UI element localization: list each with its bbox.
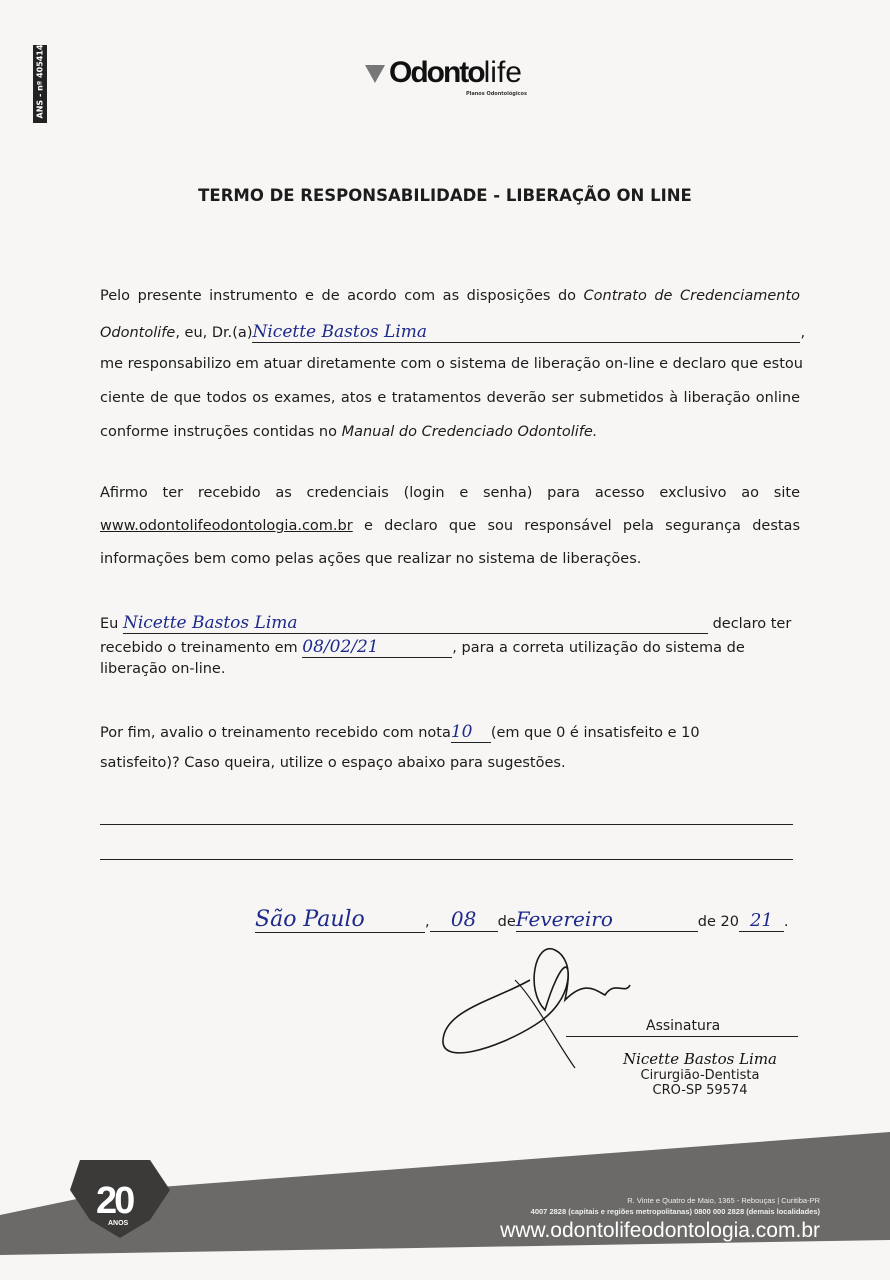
p3-line2 bbox=[100, 637, 800, 658]
text: de bbox=[497, 914, 516, 930]
footer-website[interactable]: www.odontolifeodontologia.com.br bbox=[500, 1219, 820, 1242]
p1-line4: ciente de que todos os exames, atos e tratamentos deverão ser submetidos à liberação online bbox=[100, 390, 800, 406]
p2-line1: Afirmo ter recebido as credenciais (login e senha) para acesso exclusivo ao site bbox=[100, 485, 800, 501]
trainee-name-field[interactable] bbox=[123, 613, 708, 634]
handwritten-signature bbox=[435, 940, 645, 1070]
p3-line1 bbox=[100, 613, 795, 634]
stamp-cro: CRO-SP 59574 bbox=[652, 1083, 748, 1098]
badge-number: 20 bbox=[96, 1180, 133, 1222]
training-date-handwritten: 08/02/21 bbox=[302, 637, 379, 657]
logo-mark-icon bbox=[365, 65, 385, 83]
training-date-field[interactable] bbox=[302, 637, 452, 658]
p4-line1 bbox=[100, 722, 800, 743]
p2-line3: informações bem como pelas ações que realizar no sistema de liberações. bbox=[100, 551, 642, 567]
dentist-name-handwritten: Nicette Bastos Lima bbox=[252, 322, 428, 342]
p4-line2: satisfeito)? Caso queira, utilize o espaço abaixo para sugestões. bbox=[100, 755, 566, 771]
manual-name: Manual do Credenciado Odontolife. bbox=[341, 424, 598, 440]
logo-subtitle: Planos Odontológicos bbox=[466, 91, 527, 97]
logo-text-light: life bbox=[483, 56, 522, 89]
suggestion-line-1[interactable] bbox=[100, 824, 793, 825]
text: , para a correta utilização do sistema de bbox=[452, 640, 745, 656]
score-handwritten: 10 bbox=[450, 722, 473, 742]
p1-line1 bbox=[100, 288, 800, 304]
p1-line5 bbox=[100, 424, 800, 440]
text: (em que 0 é insatisfeito e 10 bbox=[490, 725, 700, 741]
year-field[interactable] bbox=[739, 910, 784, 932]
professional-stamp bbox=[615, 1050, 785, 1098]
text: declaro ter bbox=[712, 616, 792, 632]
p1-line3: me responsabilizo em atuar diretamente com o sistema de liberação on-line e declaro que estou bbox=[100, 356, 803, 372]
text: Por fim, avalio o treinamento recebido com nota bbox=[100, 725, 451, 741]
contract-name: Contrato de Credenciamento bbox=[583, 288, 800, 304]
footer-phones: 4007 2828 (capitais e regiões metropolitanas) 0800 000 2828 (demais localidades) bbox=[530, 1207, 820, 1216]
anniversary-badge bbox=[96, 1180, 133, 1227]
signature-label: Assinatura bbox=[646, 1018, 721, 1034]
month-handwritten: Fevereiro bbox=[515, 907, 613, 931]
odontolife-logo bbox=[365, 56, 522, 90]
p3-line3: liberação on-line. bbox=[100, 661, 226, 677]
ans-number: ANS - nº 405414 bbox=[35, 44, 45, 119]
year-handwritten: 21 bbox=[749, 910, 773, 931]
text: Pelo presente instrumento e de acordo com as disposições do bbox=[100, 288, 584, 304]
text: conforme instruções contidas no bbox=[100, 424, 342, 440]
score-field[interactable] bbox=[451, 722, 491, 743]
trainee-name-handwritten: Nicette Bastos Lima bbox=[122, 613, 298, 633]
website-link[interactable]: www.odontolifeodontologia.com.br bbox=[100, 518, 353, 534]
text: recebido o treinamento em bbox=[100, 640, 298, 656]
dentist-name-field[interactable] bbox=[252, 322, 800, 343]
month-field[interactable] bbox=[516, 907, 698, 932]
text: e declaro que sou responsável pela segurança destas bbox=[352, 518, 800, 534]
place-date-line: São Paulo , 08 deFevereiro de 20 21 . bbox=[255, 907, 789, 932]
stamp-title: Cirurgião-Dentista bbox=[640, 1068, 760, 1083]
suggestion-line-2[interactable] bbox=[100, 859, 793, 860]
text: de 20 bbox=[697, 914, 739, 930]
ans-registration-label bbox=[33, 45, 47, 123]
p2-line2 bbox=[100, 518, 800, 534]
signature-line[interactable] bbox=[566, 1036, 798, 1037]
logo-text-bold: Odonto bbox=[389, 56, 484, 89]
company-name: Odontolife bbox=[100, 325, 176, 341]
footer-address: R. Vinte e Quatro de Maio, 1365 - Rebouças | Curitiba-PR bbox=[627, 1196, 820, 1205]
day-field[interactable] bbox=[430, 907, 498, 932]
stamp-name: Nicette Bastos Lima bbox=[622, 1050, 777, 1068]
text: Eu bbox=[100, 616, 119, 632]
city-handwritten: São Paulo bbox=[255, 907, 365, 932]
day-handwritten: 08 bbox=[450, 907, 477, 931]
city-field[interactable] bbox=[255, 907, 425, 933]
document-title: TERMO DE RESPONSABILIDADE - LIBERAÇÃO ON LINE bbox=[198, 186, 692, 205]
text: , eu, Dr.(a) bbox=[175, 325, 253, 341]
p1-line2: Odontolife, eu, Dr.(a)Nicette Bastos Lima , bbox=[100, 322, 806, 342]
badge-text: ANOS bbox=[108, 1220, 129, 1227]
